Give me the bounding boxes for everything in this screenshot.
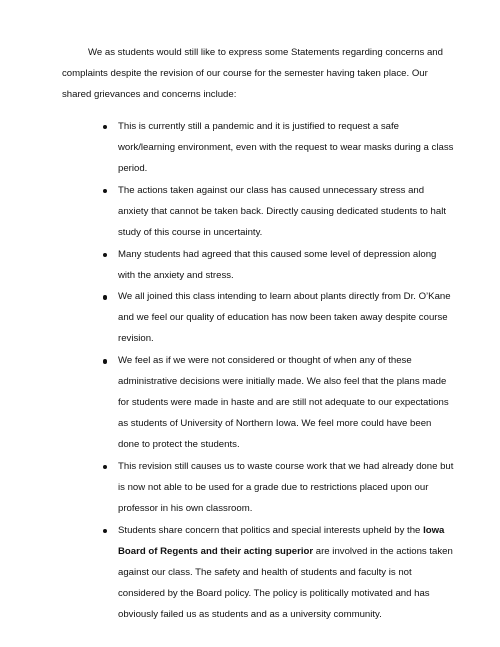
bullet-icon (103, 359, 107, 363)
list-item-text: The actions taken against our class has caused unnecessary stress and anxiety that cannot be taken back. Directly causing dedicated students to halt study of this course in uncertainty. (118, 184, 446, 238)
bullet-icon (103, 189, 107, 193)
list-item-text: This revision still causes us to waste course work that we had already done but is now not able to be used for a grade due to restrictions placed upon our professor in his own classroom. (118, 460, 454, 514)
bullet-icon (103, 125, 107, 129)
list-item-text-start: Students share concern that politics and special interests upheld by the (118, 524, 424, 536)
bullet-icon (103, 253, 107, 257)
intro-paragraph (62, 42, 454, 105)
list-item-text: This is currently still a pandemic and it is justified to request a safe work/learning environment, even with the request to wear masks during a class period. (118, 121, 454, 174)
list-item-text: We all joined this class intending to learn about plants directly from Dr. O’Kane and we feel our quality of education has now been taken away despite course revision. (118, 291, 451, 345)
list-item-text-end: are involved in the actions taken against our class. The safety and health of students and faculty is not considered by the Board policy. The policy is politically motivated and has obviously failed us as students and as a university community. (118, 545, 453, 620)
list-item (62, 180, 454, 243)
list-item (62, 116, 454, 179)
intro-text: We as students would still like to express some Statements regarding concerns and complaints despite the revision of our course for the semester having taken place. Our shared grievances and concerns include: (62, 46, 443, 100)
list-item-text: Many students had agreed that this caused some level of depression along with the anxiety and stress. (118, 248, 437, 281)
bullet-icon (103, 295, 107, 299)
list-item (62, 244, 454, 286)
board-of-regents-emphasis: Iowa Board of Regents and their acting superior (118, 524, 445, 557)
grievance-list (62, 116, 454, 626)
list-item (62, 520, 454, 625)
list-item (62, 286, 454, 349)
bullet-icon (103, 465, 107, 469)
list-item-text: We feel as if we were not considered or thought of when any of these administrative decisions were initially made. We also feel that the plans made for students were made in haste and are still not adequate to our expectations as students of University of Northern Iowa. We feel more could have been done to protect the students. (118, 355, 449, 451)
list-item (62, 350, 454, 455)
bullet-icon (103, 529, 107, 533)
list-item (62, 456, 454, 519)
